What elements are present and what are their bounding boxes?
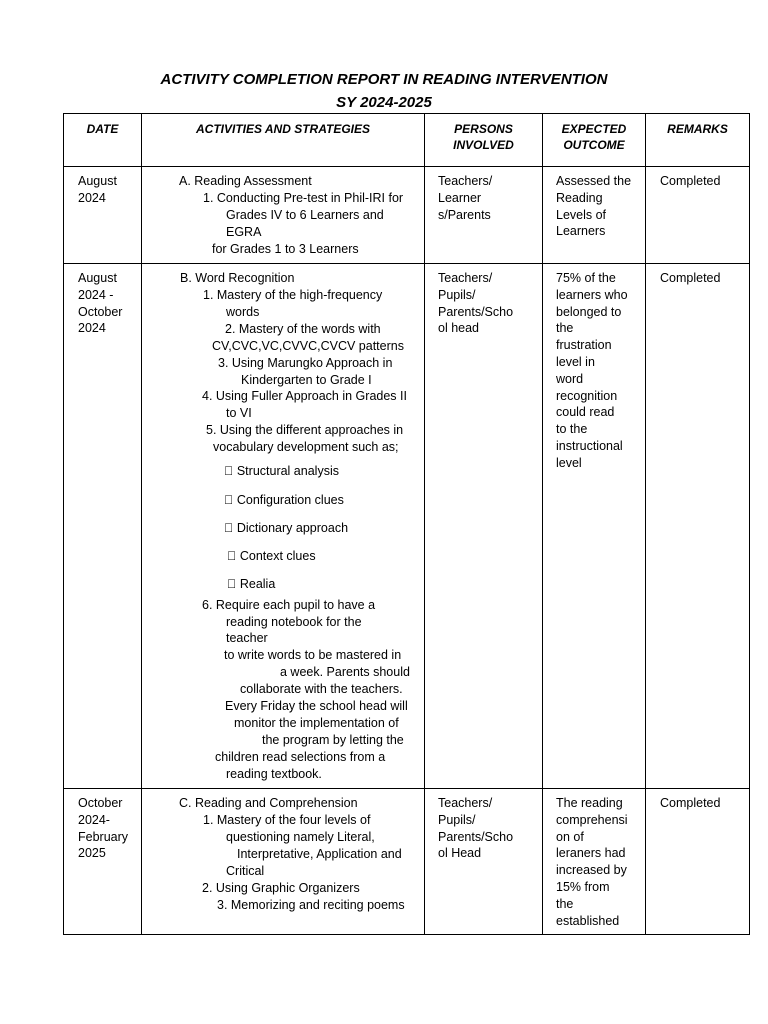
- date-cell: August 2024: [64, 167, 142, 264]
- remarks-cell: Completed: [646, 789, 750, 935]
- outcome-cell: Assessed the Reading Levels of Learners: [543, 167, 646, 264]
- activities-cell: A. Reading Assessment 1. Conducting Pre-test in Phil-IRI for Grades IV to 6 Learners and EGRA for Grades 1 to 3 Learners: [142, 167, 425, 264]
- table-row: [64, 167, 750, 264]
- header-persons: PERSONS INVOLVED: [425, 114, 543, 167]
- outcome-cell: 75% of the learners who belonged to the frustration level in word recognition could read to the instructional level: [543, 264, 646, 789]
- table-header-row: [64, 114, 750, 167]
- persons-cell: Teachers/ Pupils/ Parents/Scho ol head: [425, 264, 543, 789]
- activities-cell: B. Word Recognition 1. Mastery of the high-frequency words 2. Mastery of the words with CV,CVC,VC,CVVC,CVCV patterns 3. Using Marungko Approach in Kindergarten to Grade I 4. Using Fuller Approach in Grades II to VI 5. Using the different approaches in vocabulary development such as; Structural analysis Configuration clues Dictionary approach Context clues Realia 6. Require each pupil to have a reading notebook for the teacher to write words to be mastered in a week. Parents should collaborate with the teachers. Every Friday the school head will monitor the implementation of the program by letting the children read selections from a reading textbook.: [142, 264, 425, 789]
- outcome-cell: The reading comprehensi on of leraners had increased by 15% from the established: [543, 789, 646, 935]
- table-row: [64, 264, 750, 789]
- remarks-cell: Completed: [646, 264, 750, 789]
- date-cell: October 2024- February 2025: [64, 789, 142, 935]
- report-table: [63, 113, 750, 935]
- document-subtitle: SY 2024-2025: [336, 94, 432, 111]
- header-remarks: REMARKS: [646, 114, 750, 167]
- header-activities: ACTIVITIES AND STRATEGIES: [142, 114, 425, 167]
- header-date: DATE: [64, 114, 142, 167]
- activities-cell: C. Reading and Comprehension 1. Mastery of the four levels of questioning namely Literal, Interpretative, Application and Critical 2. Using Graphic Organizers 3. Memorizing and reciting poems: [142, 789, 425, 935]
- table-row: [64, 789, 750, 935]
- document-title: ACTIVITY COMPLETION REPORT IN READING INTERVENTION: [160, 71, 608, 88]
- date-cell: August 2024 - October 2024: [64, 264, 142, 789]
- header-outcome: EXPECTED OUTCOME: [543, 114, 646, 167]
- persons-cell: Teachers/ Learner s/Parents: [425, 167, 543, 264]
- persons-cell: Teachers/ Pupils/ Parents/Scho ol Head: [425, 789, 543, 935]
- remarks-cell: Completed: [646, 167, 750, 264]
